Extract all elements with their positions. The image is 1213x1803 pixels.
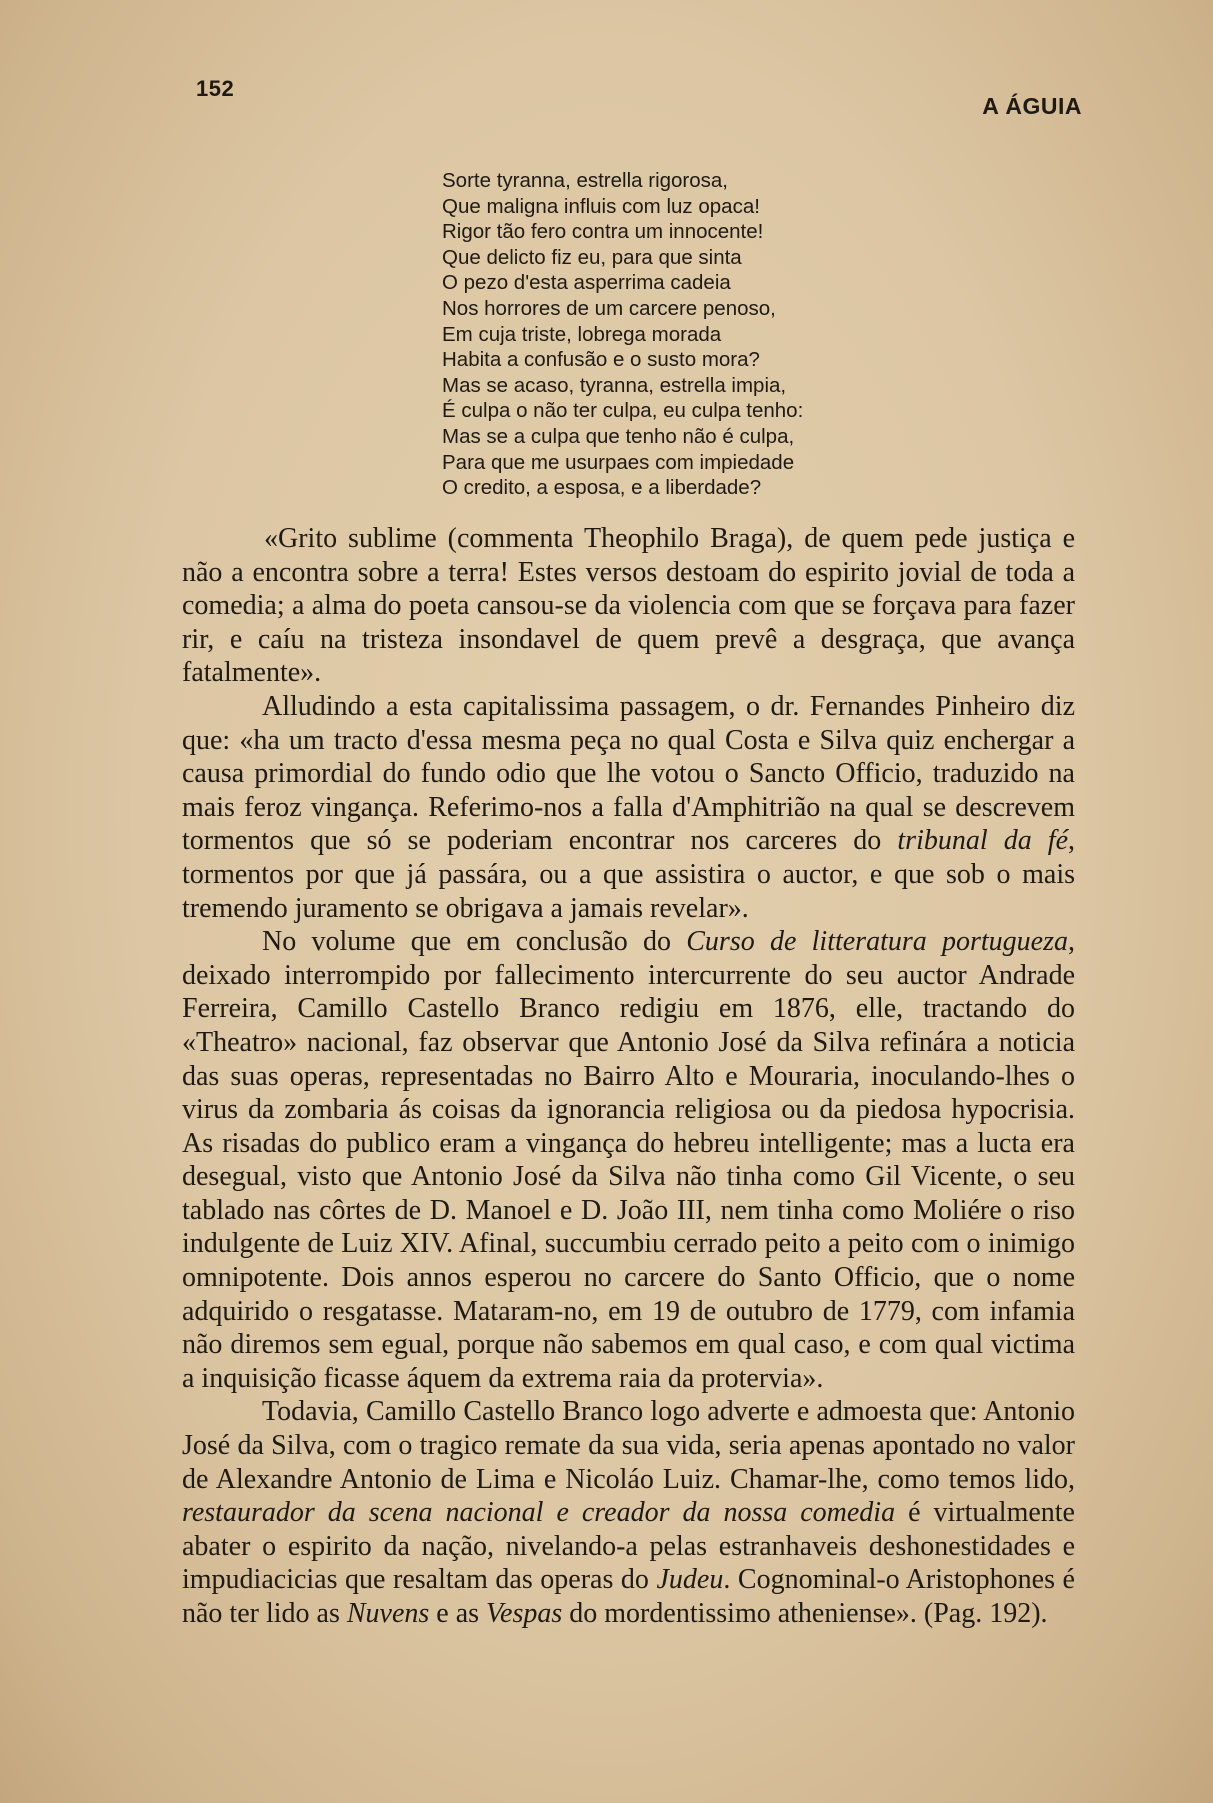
paragraph-text: , deixado interrompido por fallecimento intercurrente do seu auctor Andrade Ferreira, Camillo Castello Branco redigiu em 1876, elle, tractando do «Theatro» nacional, faz observar que Antonio José da Silva refinára a noticia das suas operas, representadas no Bairro Alto e Mouraria, inoculando-lhes o virus da zombaria ás coisas da ignorancia religiosa ou da piedosa hypocrisia. As risadas do publico eram a vingança do hebreu intelligente; mas a lucta era desegual, visto que Antonio José da Silva não tinha como Gil Vicente, o seu tablado nas côrtes de D. Manoel e D. João III, nem tinha como Moliére o riso indulgente de Luiz XIV. Afinal, succumbiu cerrado peito a peito com o inimigo omnipotente. Dois annos esperou no carcere do Santo Officio, que o nome adquirido o resgatasse. Mataram-no, em 19 de outubro de 1779, com infamia não diremos sem egual, porque não sabemos em qual caso, e com qual victima a inquisição ficasse áquem da extrema raia da protervia». [182,926,1075,1394]
paragraph-4 [182,1395,1075,1630]
poem-line: O pezo d'esta asperrima cadeia [442,271,731,295]
poem-line: Habita a confusão e o susto mora? [442,348,760,372]
poem-line: O credito, a esposa, e a liberdade? [442,476,762,500]
poem-line: Sorte tyranna, estrella rigorosa, [442,169,728,192]
paragraph-text: Todavia, Camillo Castello Branco logo adverte e admoesta que: Antonio José da Silva, com o tragico remate da sua vida, seria apenas apontado no valor de Alexandre Antonio de Lima e Nicoláo Luiz. Chamar-lhe, como temos lido, [182,1396,1075,1495]
paragraph-text: do mordentissimo atheniense». (Pag. 192). [562,1598,1048,1629]
paragraph-2 [182,690,1075,925]
poem-line: Que maligna influis com luz opaca! [442,194,760,218]
poem-line: Para que me usurpaes com impiedade [442,450,795,474]
paragraph-text: , tormentos por que já passára, ou a que assistira o auctor, e que sob o mais tremendo juramento se obrigava a jamais revelar». [182,825,1075,924]
italic-title: Curso de litteratura portugueza [686,926,1068,958]
paragraph-text: No volume que em conclusão do [262,926,687,958]
poem-line: É culpa o não ter culpa, eu culpa tenho: [442,399,804,423]
poem-line: Em cuja triste, lobrega morada [442,322,722,346]
paragraph-3 [182,925,1075,1395]
paragraph-text: Alludindo a esta capitalissima passagem, o dr. Fernandes Pinheiro diz que: «ha um tracto d'essa mesma peça no qual Costa e Silva quiz enchergar a causa primordial do fundo odio que lhe votou o Sancto Officio, traduzido na mais feroz vingança. Referimo-nos a falla d'Amphitrião na qual se descrevem tormentos que só se poderiam encontrar nos carceres do [182,690,1075,857]
poem-line: Mas se a culpa que tenho não é culpa, [442,424,795,448]
poem-line: Mas se acaso, tyranna, estrella impia, [442,373,787,397]
italic-title: Vespas [486,1598,563,1629]
poem-line: Rigor tão fero contra um innocente! [442,220,764,244]
poem-block [442,168,942,501]
paragraph-text: é virtualmente abater o espirito da nação, nivelando-a pelas estranhaveis deshonestidades e impudiacicias que resaltam das operas do [182,1497,1075,1596]
italic-title: tribunal da fé [897,825,1068,857]
italic-title: restaurador da scena nacional e creador da nossa comedia [182,1497,896,1529]
paragraph-text: . Cognominal-o Aristophones é não ter lido as [182,1564,1075,1629]
paragraph-1 [182,522,1075,690]
page-number: 152 [196,76,235,101]
italic-title: Judeu [656,1564,724,1596]
poem-line: Que delicto fiz eu, para que sinta [442,245,742,269]
paragraph-text: e as [429,1598,487,1629]
paragraph-text: «Grito sublime (commenta Theophilo Braga), de quem pede justiça e não a encontra sobre a terra! Estes versos destoam do espirito jovial de toda a comedia; a alma do poeta cansou-se da violencia com que se forçava para fazer rir, e caíu na tristeza insondavel de quem prevê a desgraça, que avança fatalmente». [182,523,1075,689]
italic-title: Nuvens [346,1598,430,1629]
running-head: A ÁGUIA [982,93,1082,119]
poem-line: Nos horrores de um carcere penoso, [442,296,776,320]
prose-body [182,522,1075,1631]
